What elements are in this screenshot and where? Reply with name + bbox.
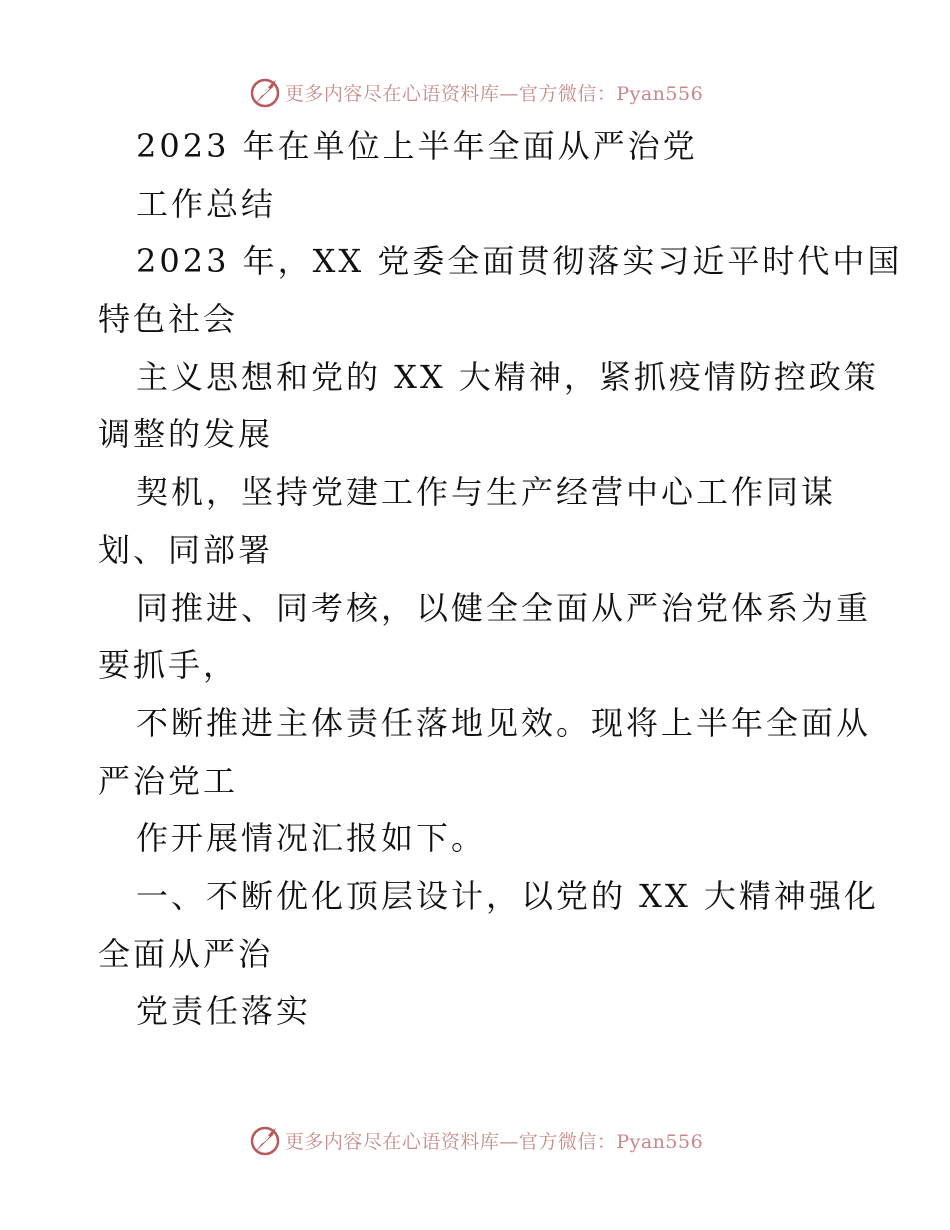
paragraph-line: 作开展情况汇报如下。: [136, 819, 487, 858]
header-banner-text: 更多内容尽在心语资料库—官方微信：Pyan556: [284, 82, 704, 105]
quill-logo-icon: [247, 74, 283, 110]
section-heading-line: 党责任落实: [136, 992, 312, 1031]
paragraph-line: 同推进、同考核，以健全全面从严治党体系为重: [136, 588, 872, 627]
paragraph-line: 要抓手，: [98, 646, 239, 685]
paragraph-line: 划、同部署: [98, 530, 274, 569]
paragraph-line: 契机，坚持党建工作与生产经营中心工作同谋: [136, 473, 837, 512]
section-heading-line: 全面从严治: [98, 934, 274, 973]
quill-logo-icon: [247, 1122, 283, 1158]
document-title-line-2: 工作总结: [136, 184, 277, 223]
document-body: [98, 118, 903, 1041]
footer-banner: [0, 1118, 950, 1162]
document-title-line-1: 2023 年在单位上半年全面从严治党: [136, 127, 698, 165]
paragraph-line: 主义思想和党的 XX 大精神，紧抓疫情防控政策: [136, 357, 879, 396]
header-banner: [0, 70, 950, 114]
paragraph-line: 严治党工: [98, 761, 239, 800]
footer-banner-text: 更多内容尽在心语资料库—官方微信：Pyan556: [284, 1130, 704, 1153]
section-heading-line: 一、不断优化顶层设计，以党的 XX 大精神强化: [136, 876, 879, 915]
paragraph-line: 不断推进主体责任落地见效。现将上半年全面从: [136, 703, 872, 742]
paragraph-line: 2023 年，XX 党委全面贯彻落实习近平时代中国: [136, 242, 903, 281]
paragraph-line: 特色社会: [98, 300, 239, 339]
paragraph-line: 调整的发展: [98, 415, 274, 454]
